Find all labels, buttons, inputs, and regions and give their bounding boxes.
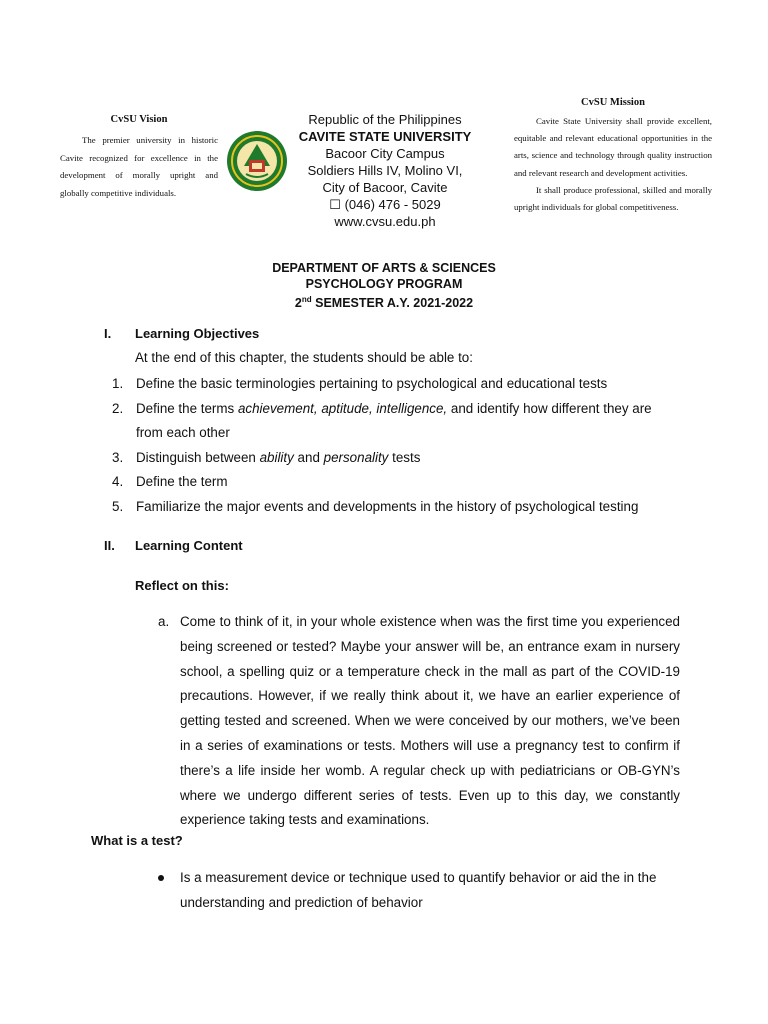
list-text-part: Define the terms xyxy=(136,400,238,416)
address-line-1: Soldiers Hills IV, Molino VI, xyxy=(307,163,463,178)
list-item xyxy=(112,397,672,446)
semester-text: SEMESTER A.Y. 2021-2022 xyxy=(311,296,474,311)
paragraph-marker: a. xyxy=(158,614,170,629)
list-text-part: and xyxy=(293,449,324,465)
website-line: www.cvsu.edu.ph xyxy=(334,214,436,229)
list-item xyxy=(112,446,672,471)
definition-bullet xyxy=(158,866,680,916)
list-text-part: and identify how different they are from each other xyxy=(136,400,652,440)
list-number: 1. xyxy=(112,376,124,391)
list-text-emphasis: personality xyxy=(323,449,389,465)
reflection-paragraph xyxy=(158,610,680,833)
cvsu-seal-logo xyxy=(226,130,288,192)
mission-heading: CvSU Mission xyxy=(581,97,645,108)
what-is-test-heading: What is a test? xyxy=(91,833,183,848)
list-number: 2. xyxy=(112,400,124,416)
list-text-part: tests xyxy=(388,449,421,465)
campus-line: Bacoor City Campus xyxy=(325,146,445,161)
phone-line: ☐ (046) 476 - 5029 xyxy=(329,197,441,212)
list-item xyxy=(112,372,672,397)
vision-block xyxy=(60,114,218,202)
paragraph-text: Come to think of it, in your whole existence when was the first time you experienced being screened or tested? Maybe your answer will be, an entrance exam in nursery school, a spelling quiz or a temperature check in the mall as part of the COVID-19 precautions. However, if we really think about it, we have an earlier experience of getting tested and screened. When we were conceived by our mothers, we’ve been in a series of examinations or tests. Mothers will use a pregnancy test to confirm if there’s a life inside her womb. A regular check up with pediatricians or OB-GYN’s where we undergo different series of tests. Even up to this day, we constantly experience taking tests and examinations. xyxy=(180,614,680,828)
objectives-intro: At the end of this chapter, the students should be able to: xyxy=(135,350,473,365)
program-line: PSYCHOLOGY PROGRAM xyxy=(305,277,463,291)
list-text-emphasis: achievement, aptitude, intelligence, xyxy=(237,400,448,416)
vision-heading: CvSU Vision xyxy=(110,114,168,125)
objectives-list xyxy=(112,372,672,519)
list-text-part: Distinguish between xyxy=(136,449,260,465)
document-title xyxy=(0,260,768,311)
list-text-emphasis: ability xyxy=(259,449,294,465)
section-2-heading: Learning Content xyxy=(135,538,243,553)
list-text: Define the term xyxy=(136,474,228,489)
reflect-heading: Reflect on this: xyxy=(135,578,229,593)
list-item xyxy=(112,495,672,520)
section-2-number: II. xyxy=(104,538,115,553)
section-1-heading: Learning Objectives xyxy=(135,326,260,341)
list-text xyxy=(136,397,672,446)
list-number: 4. xyxy=(112,474,124,489)
mission-text: Cavite State University shall provide excellent, equitable and relevant educational opportunities in the arts, science and technology through quality instruction and relevant research and development activities. xyxy=(514,116,712,178)
republic-line: Republic of the Philippines xyxy=(308,112,462,127)
section-1-number: I. xyxy=(104,326,112,341)
university-name: CAVITE STATE UNIVERSITY xyxy=(298,129,472,144)
mission-text-2: It shall produce professional, skilled and morally upright individuals for global competitiveness. xyxy=(514,184,712,213)
address-line-2: City of Bacoor, Cavite xyxy=(322,180,448,195)
bullet-icon xyxy=(158,875,164,881)
bullet-text: Is a measurement device or technique used to quantify behavior or aid the in the understanding and prediction of behavior xyxy=(180,870,657,910)
list-item xyxy=(112,470,672,495)
semester-number: 2 xyxy=(294,296,302,311)
department-line: DEPARTMENT OF ARTS & SCIENCES xyxy=(272,261,496,275)
semester-suffix: nd xyxy=(301,295,312,304)
list-text: Familiarize the major events and developments in the history of psychological testing xyxy=(136,498,639,514)
list-number: 5. xyxy=(112,498,124,514)
university-header xyxy=(290,111,480,230)
list-number: 3. xyxy=(112,449,124,465)
vision-text: The premier university in historic Cavite recognized for excellence in the development of morally upright and globally competitive individuals. xyxy=(60,135,218,198)
semester-line xyxy=(0,292,768,311)
list-text xyxy=(136,446,672,471)
mission-block xyxy=(514,97,712,224)
list-text: Define the basic terminologies pertaining to psychological and educational tests xyxy=(136,376,608,391)
